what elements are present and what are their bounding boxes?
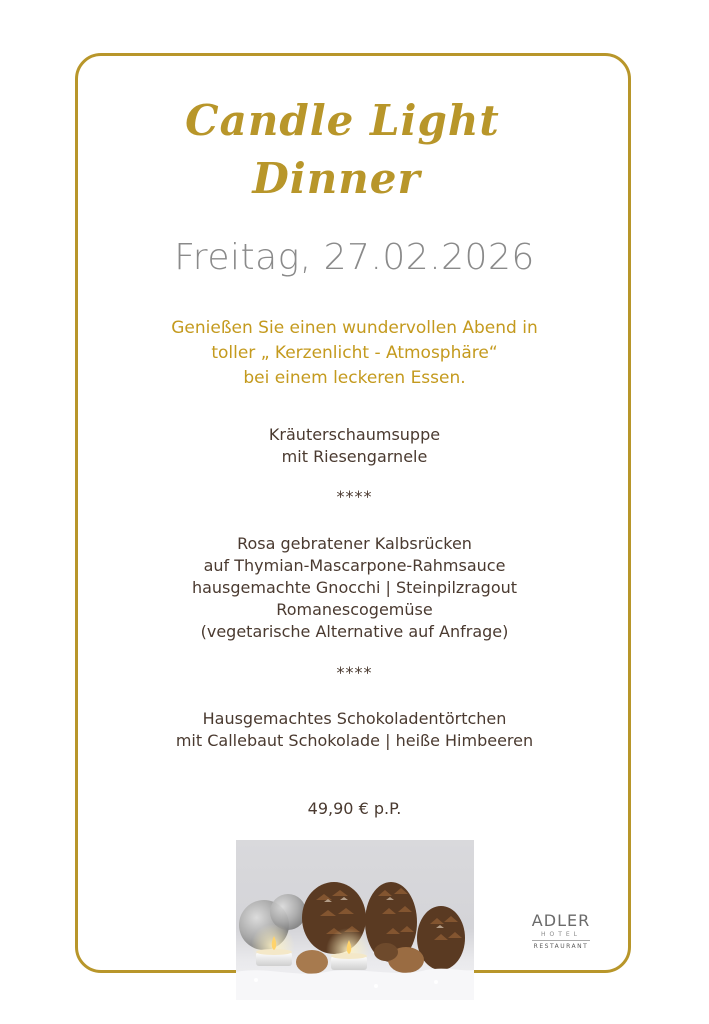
- logo-brand: ADLER: [531, 911, 591, 930]
- menu-line: Kräuterschaumsuppe: [268, 425, 441, 444]
- photo-illustration: [236, 840, 474, 1000]
- menu-line: Hausgemachtes Schokoladentörtchen: [202, 709, 507, 728]
- course-dessert: [0, 708, 709, 752]
- intro-line: toller „ Kerzenlicht - Atmosphäre“: [211, 343, 498, 363]
- menu-line: auf Thymian-Mascarpone-Rahmsauce: [203, 556, 506, 575]
- course-separator: ****: [336, 487, 373, 506]
- price: 49,90 € p.P.: [307, 799, 402, 818]
- menu-line: Rosa gebratener Kalbsrücken: [237, 534, 472, 553]
- intro-line: bei einem leckeren Essen.: [243, 368, 466, 388]
- menu-line: mit Callebaut Schokolade | heiße Himbeeren: [175, 731, 534, 750]
- event-date: Freitag, 27.02.2026: [174, 237, 535, 278]
- menu-line: hausgemachte Gnocchi | Steinpilzragout: [191, 578, 518, 597]
- menu-line: mit Riesengarnele: [281, 447, 428, 466]
- intro-line: Genießen Sie einen wundervollen Abend in: [171, 318, 538, 338]
- course-main: [0, 533, 709, 643]
- intro-text: [0, 316, 709, 391]
- title-line-2: Dinner: [252, 154, 421, 203]
- title-line-1: Candle Light: [185, 96, 500, 145]
- logo-restaurant: RESTAURANT: [533, 943, 589, 950]
- logo-divider: [532, 940, 590, 941]
- menu-line: Romanescogemüse: [276, 600, 433, 619]
- candles-pinecones-photo: [236, 840, 474, 1000]
- course-starter: [0, 424, 709, 468]
- adler-logo: [524, 912, 598, 952]
- logo-hotel: HOTEL: [540, 931, 582, 938]
- course-separator: ****: [336, 663, 373, 682]
- menu-line: (vegetarische Alternative auf Anfrage): [200, 622, 509, 641]
